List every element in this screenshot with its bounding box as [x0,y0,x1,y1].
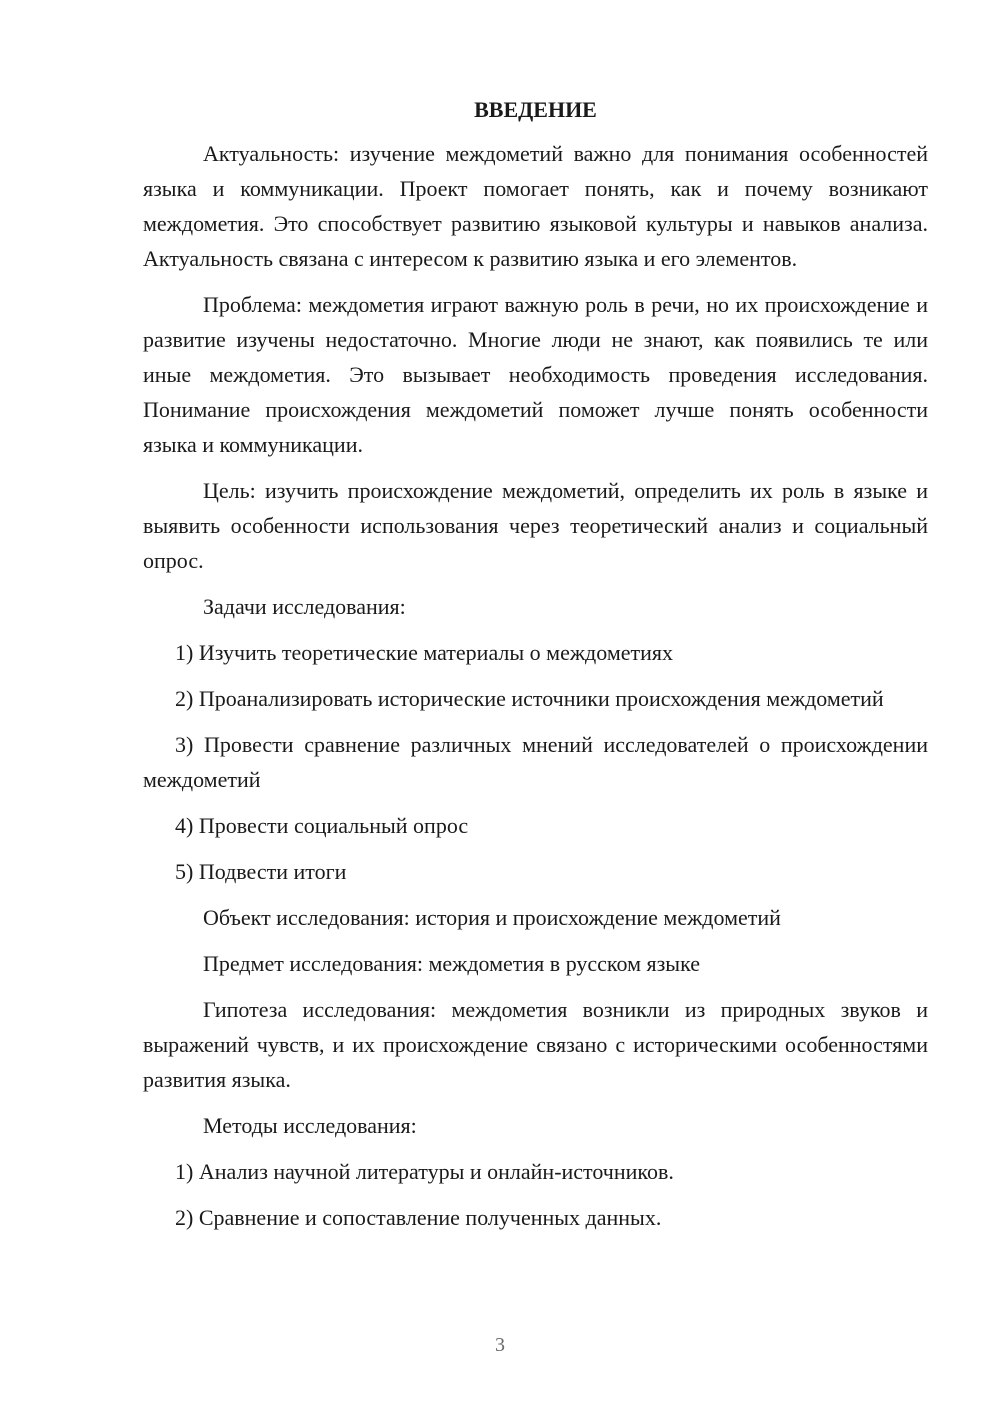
task-item: 3) Провести сравнение различных мнений исследователей о происхождении междометий [143,732,928,792]
tasks-heading: Задачи исследования: [203,594,406,619]
problem-paragraph: Проблема: междометия играют важную роль в речи, но их происхождение и развитие изучены недостаточно. Многие люди не знают, как появились те или иные междометия. Это вызывает необходимость проведения исследования. Понимание происхождения междометий поможет лучше понять особенности языка и коммуникации. [143,292,928,457]
method-item: 1) Анализ научной литературы и онлайн-источников. [175,1159,674,1184]
methods-heading: Методы исследования: [203,1113,417,1138]
method-item: 2) Сравнение и сопоставление полученных данных. [175,1205,662,1230]
object-paragraph: Объект исследования: история и происхождение междометий [203,905,781,930]
task-item: 1) Изучить теоретические материалы о междометиях [175,640,674,665]
task-item: 2) Проанализировать исторические источники происхождения междометий [175,686,884,711]
relevance-paragraph: Актуальность: изучение междометий важно для понимания особенностей языка и коммуникации. Проект помогает понять, как и почему возникают междометия. Это способствует развитию языковой культуры и навыков анализа. Актуальность связана с интересом к развитию языка и его элементов. [143,141,928,271]
page-title: ВВЕДЕНИЕ [474,97,597,122]
task-item: 4) Провести социальный опрос [175,813,469,838]
document-page [143,92,928,1246]
subject-paragraph: Предмет исследования: междометия в русском языке [203,951,700,976]
goal-paragraph: Цель: изучить происхождение междометий, определить их роль в языке и выявить особенности использования через теоретический анализ и социальный опрос. [143,478,928,573]
page-number: 3 [495,1334,505,1356]
task-item: 5) Подвести итоги [175,859,347,884]
hypothesis-paragraph: Гипотеза исследования: междометия возникли из природных звуков и выражений чувств, и их происхождение связано с историческими особенностями развития языка. [143,997,928,1092]
